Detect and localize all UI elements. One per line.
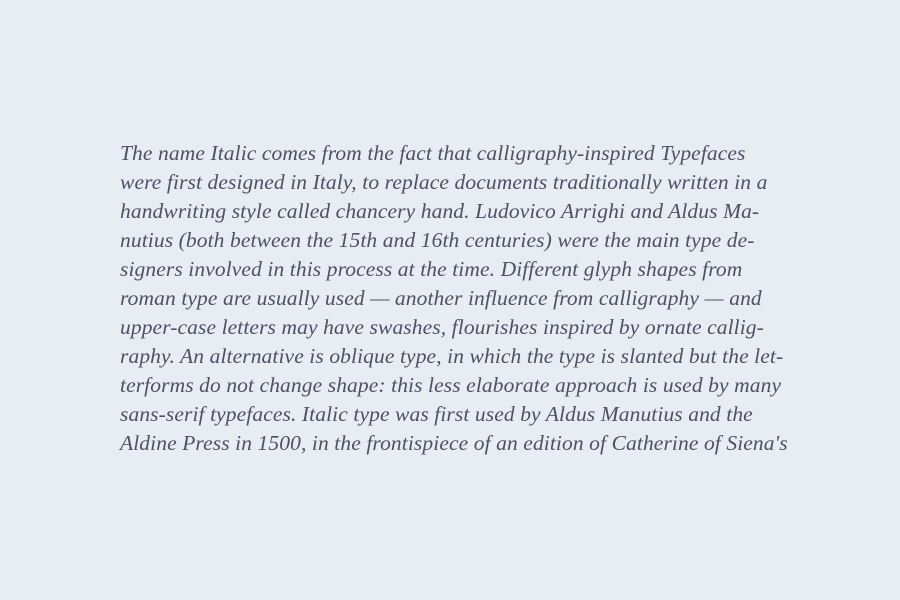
text-line: handwriting style called chancery hand. Ludovico Arrighi and Aldus Ma-	[120, 199, 760, 223]
text-line: Aldine Press in 1500, in the frontispiece of an edition of Catherine of Siena's	[120, 431, 788, 455]
text-line: raphy. An alternative is oblique type, in which the type is slanted but the let-	[120, 344, 784, 368]
text-line: sans-serif typefaces. Italic type was first used by Aldus Manutius and the	[120, 402, 753, 426]
text-line: upper-case letters may have swashes, flourishes inspired by ornate callig-	[120, 315, 764, 339]
text-line: nutius (both between the 15th and 16th centuries) were the main type de-	[120, 228, 755, 252]
italic-specimen-paragraph	[120, 139, 800, 458]
text-line: roman type are usually used — another influence from calligraphy — and	[120, 286, 762, 310]
text-line: signers involved in this process at the time. Different glyph shapes from	[120, 257, 743, 281]
text-line: The name Italic comes from the fact that calligraphy-inspired Typefaces	[120, 141, 746, 165]
text-line: were first designed in Italy, to replace documents traditionally written in a	[120, 170, 768, 194]
text-line: terforms do not change shape: this less elaborate approach is used by many	[120, 373, 782, 397]
